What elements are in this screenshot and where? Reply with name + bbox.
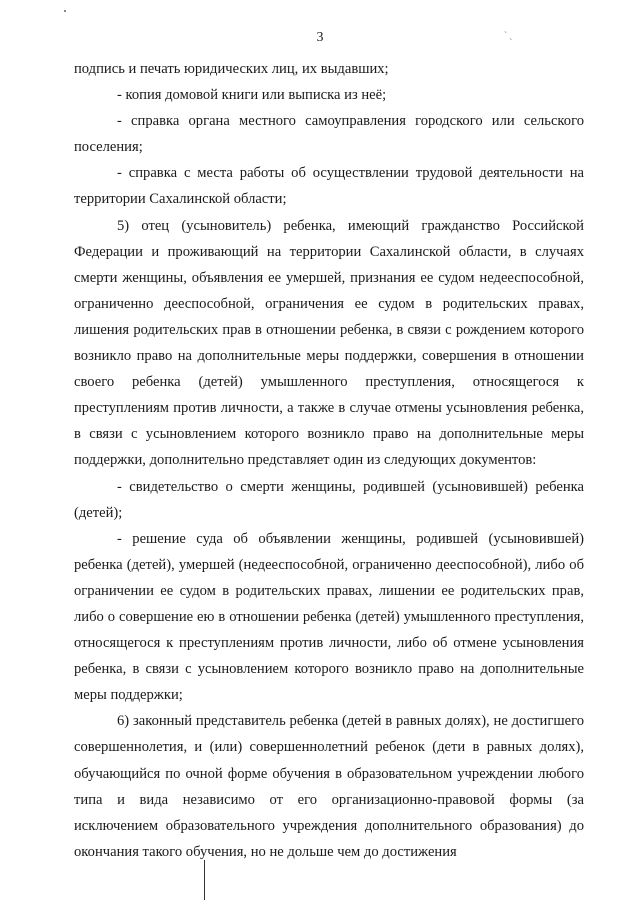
paragraph-8: 6) законный представитель ребенка (детей в равных долях), не достигшего совершеннолетия, и (или) совершеннолетний ребенок (дети в равных долях), обучающийся по очной форме обучения в образовательном учреждении любого типа и вида независимо от его организационно-правовой формы (за исключением образовательного учреждения дополнительного образования) до окончания такого обучения, но не дольше чем до достижения bbox=[74, 713, 584, 860]
scan-dot bbox=[64, 10, 66, 12]
paragraph-4: - справка с места работы об осуществлении трудовой деятельности на территории Сахалинской области; bbox=[74, 165, 584, 208]
page-number: 3 bbox=[316, 30, 324, 45]
paragraph-7: - решение суда об объявлении женщины, родившей (усыновившей) ребенка (детей), умершей (недееспособной, ограниченно дееспособной), либо об ограничении ее судом в родительских правах, лишении ее родительских прав, либо о совершение ею в отношении ребенка (детей) умышленного преступления, относящегося к преступлениям против личности, либо об отмене усыновления ребенка, в связи с усыновлением которого возникло право на дополнительные меры поддержки; bbox=[74, 530, 584, 704]
paragraph-5: 5) отец (усыновитель) ребенка, имеющий гражданство Российской Федерации и проживающий на территории Сахалинской области, в случаях смерти женщины, объявления ее умершей, признания ее судом недееспособной, ограниченно дееспособной, ограничения ее судом в родительских правах, лишения родительских прав в отношении ребенка, в связи с рождением которого возникло право на дополнительные меры поддержки, совершения в отношении своего ребенка (детей) умышленного преступления, относящегося к преступлениям против личности, а также в случае отмены усыновления ребенка, в связи с усыновлением которого возникло право на дополнительные меры поддержки, дополнительно представляет один из следующих документов: bbox=[74, 217, 584, 469]
paragraph-1: подпись и печать юридических лиц, их выдавших; bbox=[74, 61, 389, 77]
document-body bbox=[74, 56, 584, 865]
paragraph-6: - свидетельство о смерти женщины, родившей (усыновившей) ребенка (детей); bbox=[74, 478, 584, 521]
scan-line bbox=[204, 860, 205, 900]
scan-mark: ` ˎ bbox=[504, 30, 513, 40]
paragraph-3: - справка органа местного самоуправления городского или сельского поселения; bbox=[74, 113, 584, 156]
paragraph-2: - копия домовой книги или выписка из неё; bbox=[117, 87, 387, 104]
